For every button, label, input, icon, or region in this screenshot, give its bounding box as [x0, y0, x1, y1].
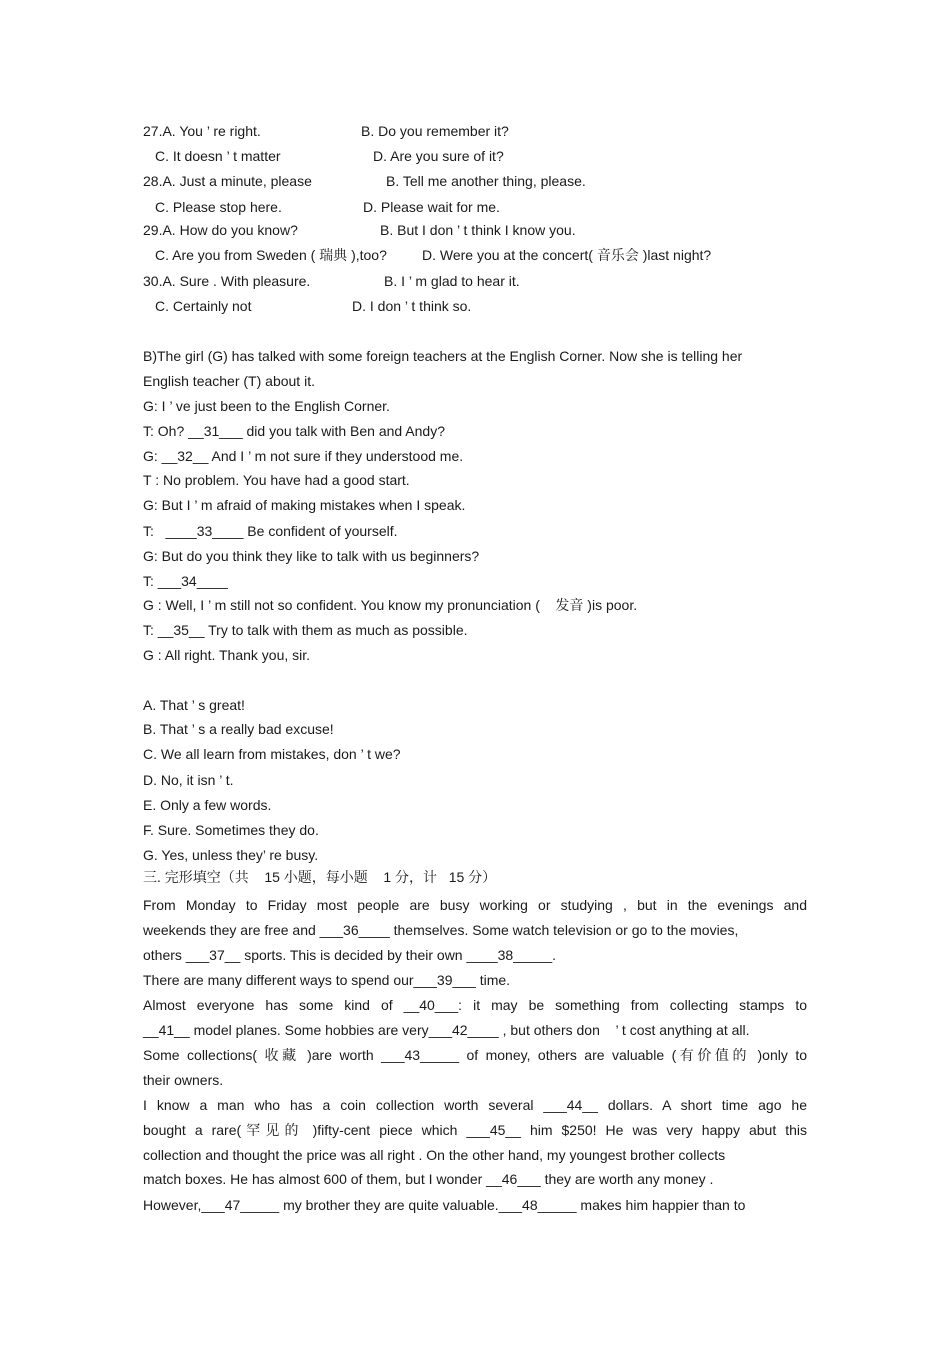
dialogue-line: T: ____33____ Be confident of yourself.: [143, 523, 398, 539]
passage-line: I know a man who has a coin collection worth several ___44__ dollars. A short time ago he: [143, 1097, 807, 1113]
passage-line: their owners.: [143, 1072, 224, 1088]
passage-line: others ___37__ sports. This is decided by their own ____38_____.: [143, 947, 557, 963]
passage-line: collection and thought the price was all right . On the other hand, my youngest brother collects: [143, 1147, 726, 1163]
q29-option-d: D. Were you at the concert( 音乐会 )last night?: [422, 247, 712, 263]
dialogue-line: G : Well, I ’ m still not so confident. You know my pronunciation ( 发音 )is poor.: [143, 597, 638, 613]
q30-option-c: C. Certainly not: [155, 298, 252, 314]
q27-option-b: B. Do you remember it?: [361, 123, 509, 139]
dialogue-line: G: I ’ ve just been to the English Corner.: [143, 398, 390, 414]
q30-option-d: D. I don ’ t think so.: [352, 298, 472, 314]
passage-line: Almost everyone has some kind of __40___: it may be something from collecting stamps to: [143, 997, 807, 1013]
dialogue-line: G : All right. Thank you, sir.: [143, 647, 311, 663]
option-item: F. Sure. Sometimes they do.: [143, 822, 319, 838]
q28-option-c: C. Please stop here.: [155, 199, 282, 215]
option-item: B. That ’ s a really bad excuse!: [143, 721, 334, 737]
q29-option-b: B. But I don ’ t think I know you.: [380, 222, 576, 238]
option-item: G. Yes, unless they’ re busy.: [143, 847, 319, 863]
q28-option-b: B. Tell me another thing, please.: [386, 173, 586, 189]
passage-line: match boxes. He has almost 600 of them, but I wonder __46___ they are worth any money .: [143, 1171, 714, 1187]
q30-option-a: 30.A. Sure . With pleasure.: [143, 273, 311, 289]
dialogue-line: T: ___34____: [143, 573, 228, 589]
dialogue-line: T: Oh? __31___ did you talk with Ben and Andy?: [143, 423, 445, 439]
q28-option-d: D. Please wait for me.: [363, 199, 500, 215]
section-3-heading: 三. 完形填空（共 15 小题，每小题 1 分，计 15 分）: [143, 869, 497, 885]
dialogue-line: T: __35__ Try to talk with them as much as possible.: [143, 622, 468, 638]
dialogue-line: T : No problem. You have had a good start.: [143, 472, 410, 488]
q29-option-c: C. Are you from Sweden ( 瑞典 ),too?: [155, 247, 387, 263]
section-b-intro: B)The girl (G) has talked with some foreign teachers at the English Corner. Now she is telling her: [143, 348, 743, 364]
option-item: C. We all learn from mistakes, don ’ t we?: [143, 746, 401, 762]
section-b-intro-cont: English teacher (T) about it.: [143, 373, 315, 389]
q28-option-a: 28.A. Just a minute, please: [143, 173, 312, 189]
dialogue-line: G: But I ’ m afraid of making mistakes when I speak.: [143, 497, 466, 513]
option-item: E. Only a few words.: [143, 797, 272, 813]
passage-line: However,___47_____ my brother they are quite valuable.___48_____ makes him happier than to: [143, 1197, 746, 1213]
dialogue-line: G: But do you think they like to talk with us beginners?: [143, 548, 480, 564]
q27-option-d: D. Are you sure of it?: [373, 148, 504, 164]
q29-option-a: 29.A. How do you know?: [143, 222, 298, 238]
passage-line: From Monday to Friday most people are busy working or studying , but in the evenings and: [143, 897, 807, 913]
passage-line: bought a rare(罕见的 )fifty-cent piece which ___45__ him $250! He was very happy abut this: [143, 1122, 807, 1138]
option-item: A. That ’ s great!: [143, 697, 245, 713]
passage-line: Some collections( 收藏 )are worth ___43_____ of money, others are valuable (有价值的 )only to: [143, 1047, 807, 1063]
q30-option-b: B. I ’ m glad to hear it.: [384, 273, 520, 289]
option-item: D. No, it isn ’ t.: [143, 772, 234, 788]
q27-option-c: C. It doesn ’ t matter: [155, 148, 281, 164]
passage-line: There are many different ways to spend our___39___ time.: [143, 972, 511, 988]
dialogue-line: G: __32__ And I ’ m not sure if they understood me.: [143, 448, 464, 464]
q27-option-a: 27.A. You ’ re right.: [143, 123, 261, 139]
passage-line: weekends they are free and ___36____ themselves. Some watch television or go to the movies,: [143, 922, 739, 938]
passage-line: __41__ model planes. Some hobbies are very___42____ , but others don ’ t cost anything at all.: [143, 1022, 750, 1038]
